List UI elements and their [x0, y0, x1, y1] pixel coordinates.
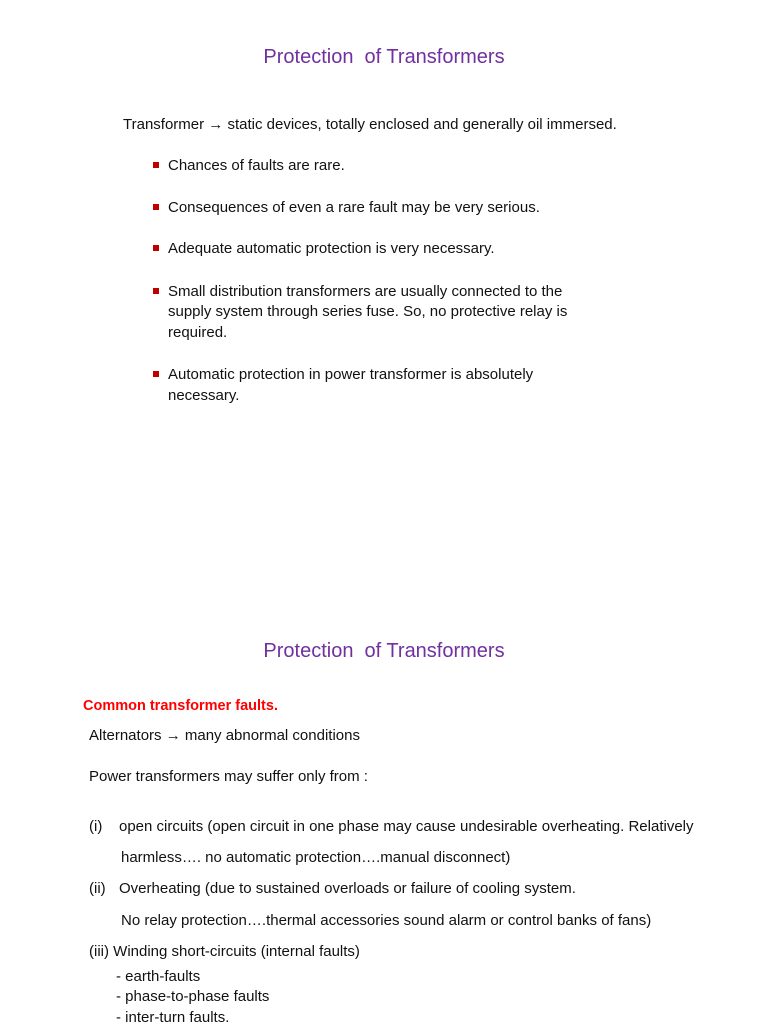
bullet-text: Adequate automatic protection is very necessary.: [168, 240, 495, 257]
fault-number: (iii): [89, 943, 109, 960]
bullet-item: [153, 156, 613, 177]
fault-item: [89, 943, 360, 960]
slide1-bullet-list: [153, 156, 613, 406]
subfault-item: - phase-to-phase faults: [116, 988, 270, 1005]
bullet-square-icon: [153, 371, 159, 377]
slide2-title: Protection of Transformers: [263, 640, 505, 662]
fault-item: [89, 818, 694, 835]
subfault-item: - inter-turn faults.: [116, 1009, 230, 1026]
slide1-title: Protection of Transformers: [263, 46, 505, 68]
bullet-item: [153, 239, 613, 260]
fault-text: Overheating (due to sustained overloads or failure of cooling system.: [119, 880, 576, 897]
bullet-square-icon: [153, 288, 159, 294]
slide1-intro: Transformer → static devices, totally enclosed and generally oil immersed.: [123, 116, 617, 133]
alternators-line: Alternators → many abnormal conditions: [89, 727, 360, 744]
fault-text: open circuits (open circuit in one phase may cause undesirable overheating. Relatively: [119, 818, 694, 835]
fault-continuation: No relay protection….thermal accessories sound alarm or control banks of fans): [121, 912, 652, 929]
bullet-text: Automatic protection in power transformer is absolutely necessary.: [168, 366, 534, 404]
bullet-text: Consequences of even a rare fault may be very serious.: [168, 198, 540, 216]
bullet-text: Small distribution transformers are usually connected to the supply system through series fuse. So, no protective relay is required.: [168, 282, 568, 341]
fault-number: (i): [89, 818, 103, 835]
fault-continuation: harmless…. no automatic protection….manual disconnect): [121, 849, 511, 866]
bullet-square-icon: [153, 245, 159, 251]
subfault-item: - earth-faults: [116, 968, 201, 985]
bullet-text: Chances of faults are rare.: [168, 157, 345, 174]
bullet-item: [153, 365, 588, 406]
bullet-square-icon: [153, 204, 159, 210]
bullet-item: [153, 198, 613, 219]
bullet-square-icon: [153, 162, 159, 168]
power-transformers-line: Power transformers may suffer only from :: [89, 768, 368, 785]
fault-number: (ii): [89, 880, 106, 897]
section-heading: Common transformer faults.: [83, 698, 278, 714]
fault-item: [89, 880, 576, 897]
bullet-item: [153, 282, 608, 344]
fault-text: Winding short-circuits (internal faults): [113, 943, 360, 960]
